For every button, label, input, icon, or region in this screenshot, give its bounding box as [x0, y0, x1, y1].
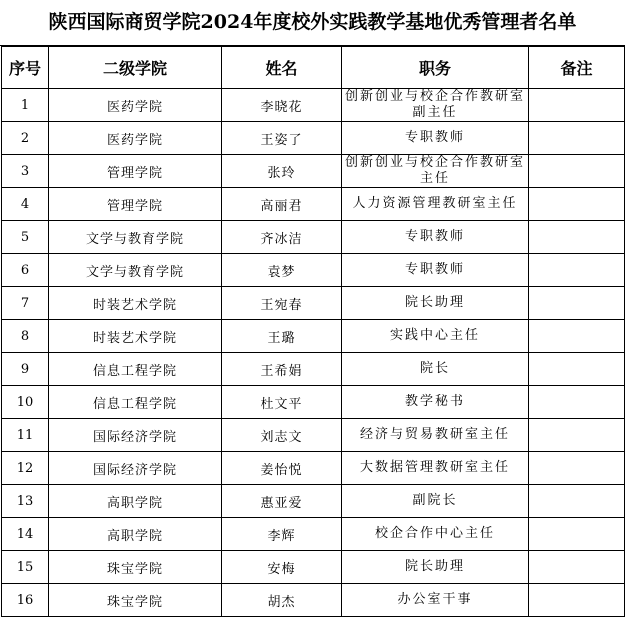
cell-role[interactable]: 院长助理	[342, 551, 529, 584]
cell-name[interactable]: 王璐	[222, 320, 342, 353]
table-row	[2, 287, 625, 320]
cell-note[interactable]	[529, 155, 625, 188]
cell-note[interactable]	[529, 584, 625, 617]
header-college[interactable]: 二级学院	[49, 47, 222, 89]
cell-role[interactable]: 经济与贸易教研室主任	[342, 419, 529, 452]
cell-role[interactable]: 实践中心主任	[342, 320, 529, 353]
sheet-title[interactable]: 陕西国际商贸学院2024年度校外实践教学基地优秀管理者名单	[0, 0, 625, 46]
cell-no[interactable]: 2	[2, 122, 49, 155]
cell-note[interactable]	[529, 287, 625, 320]
cell-name[interactable]: 王姿了	[222, 122, 342, 155]
cell-name[interactable]: 李晓花	[222, 89, 342, 122]
table-row	[2, 221, 625, 254]
cell-no[interactable]: 15	[2, 551, 49, 584]
cell-role[interactable]: 院长	[342, 353, 529, 386]
cell-no[interactable]: 13	[2, 485, 49, 518]
cell-no[interactable]: 10	[2, 386, 49, 419]
cell-name[interactable]: 王宛春	[222, 287, 342, 320]
header-row	[2, 47, 625, 89]
cell-no[interactable]: 14	[2, 518, 49, 551]
cell-role[interactable]: 院长助理	[342, 287, 529, 320]
cell-no[interactable]: 11	[2, 419, 49, 452]
table-row	[2, 89, 625, 122]
cell-role[interactable]: 专职教师	[342, 221, 529, 254]
cell-name[interactable]: 王希娟	[222, 353, 342, 386]
cell-name[interactable]: 惠亚爱	[222, 485, 342, 518]
cell-no[interactable]: 16	[2, 584, 49, 617]
cell-college[interactable]: 时装艺术学院	[49, 320, 222, 353]
cell-name[interactable]: 杜文平	[222, 386, 342, 419]
cell-note[interactable]	[529, 485, 625, 518]
cell-role[interactable]: 人力资源管理教研室主任	[342, 188, 529, 221]
cell-college[interactable]: 医药学院	[49, 122, 222, 155]
cell-college[interactable]: 时装艺术学院	[49, 287, 222, 320]
cell-role[interactable]: 办公室干事	[342, 584, 529, 617]
table-row	[2, 155, 625, 188]
header-no[interactable]: 序号	[2, 47, 49, 89]
cell-note[interactable]	[529, 386, 625, 419]
cell-no[interactable]: 3	[2, 155, 49, 188]
cell-role[interactable]: 专职教师	[342, 254, 529, 287]
cell-no[interactable]: 8	[2, 320, 49, 353]
cell-no[interactable]: 12	[2, 452, 49, 485]
cell-note[interactable]	[529, 221, 625, 254]
cell-no[interactable]: 1	[2, 89, 49, 122]
cell-role[interactable]: 专职教师	[342, 122, 529, 155]
header-note[interactable]: 备注	[529, 47, 625, 89]
cell-name[interactable]: 高丽君	[222, 188, 342, 221]
cell-note[interactable]	[529, 353, 625, 386]
cell-name[interactable]: 李辉	[222, 518, 342, 551]
cell-note[interactable]	[529, 188, 625, 221]
cell-name[interactable]: 刘志文	[222, 419, 342, 452]
cell-note[interactable]	[529, 320, 625, 353]
cell-name[interactable]: 安梅	[222, 551, 342, 584]
cell-role[interactable]: 大数据管理教研室主任	[342, 452, 529, 485]
cell-role[interactable]: 教学秘书	[342, 386, 529, 419]
cell-no[interactable]: 4	[2, 188, 49, 221]
table-row	[2, 452, 625, 485]
cell-note[interactable]	[529, 122, 625, 155]
cell-no[interactable]: 7	[2, 287, 49, 320]
cell-role[interactable]: 副院长	[342, 485, 529, 518]
cell-college[interactable]: 文学与教育学院	[49, 221, 222, 254]
cell-name[interactable]: 姜怡悦	[222, 452, 342, 485]
cell-role[interactable]: 创新创业与校企合作教研室主任	[342, 155, 529, 188]
header-role[interactable]: 职务	[342, 47, 529, 89]
table-row	[2, 122, 625, 155]
table-row	[2, 518, 625, 551]
cell-college[interactable]: 高职学院	[49, 485, 222, 518]
cell-note[interactable]	[529, 89, 625, 122]
cell-college[interactable]: 信息工程学院	[49, 353, 222, 386]
cell-note[interactable]	[529, 419, 625, 452]
cell-no[interactable]: 9	[2, 353, 49, 386]
cell-note[interactable]	[529, 254, 625, 287]
cell-note[interactable]	[529, 518, 625, 551]
cell-note[interactable]	[529, 452, 625, 485]
table-row	[2, 320, 625, 353]
cell-college[interactable]: 信息工程学院	[49, 386, 222, 419]
cell-college[interactable]: 国际经济学院	[49, 419, 222, 452]
table-row	[2, 386, 625, 419]
cell-college[interactable]: 珠宝学院	[49, 584, 222, 617]
table-row	[2, 188, 625, 221]
cell-college[interactable]: 管理学院	[49, 188, 222, 221]
managers-table	[1, 46, 625, 617]
cell-name[interactable]: 张玲	[222, 155, 342, 188]
table-row	[2, 254, 625, 287]
cell-no[interactable]: 6	[2, 254, 49, 287]
header-name[interactable]: 姓名	[222, 47, 342, 89]
cell-college[interactable]: 珠宝学院	[49, 551, 222, 584]
cell-no[interactable]: 5	[2, 221, 49, 254]
cell-college[interactable]: 国际经济学院	[49, 452, 222, 485]
cell-name[interactable]: 齐冰洁	[222, 221, 342, 254]
cell-college[interactable]: 文学与教育学院	[49, 254, 222, 287]
table-row	[2, 353, 625, 386]
cell-name[interactable]: 袁梦	[222, 254, 342, 287]
table-row	[2, 551, 625, 584]
cell-college[interactable]: 医药学院	[49, 89, 222, 122]
table-row	[2, 485, 625, 518]
cell-note[interactable]	[529, 551, 625, 584]
cell-role[interactable]: 创新创业与校企合作教研室副主任	[342, 89, 529, 122]
cell-college[interactable]: 管理学院	[49, 155, 222, 188]
table-row	[2, 419, 625, 452]
cell-role[interactable]: 校企合作中心主任	[342, 518, 529, 551]
cell-college[interactable]: 高职学院	[49, 518, 222, 551]
table-row	[2, 584, 625, 617]
cell-name[interactable]: 胡杰	[222, 584, 342, 617]
